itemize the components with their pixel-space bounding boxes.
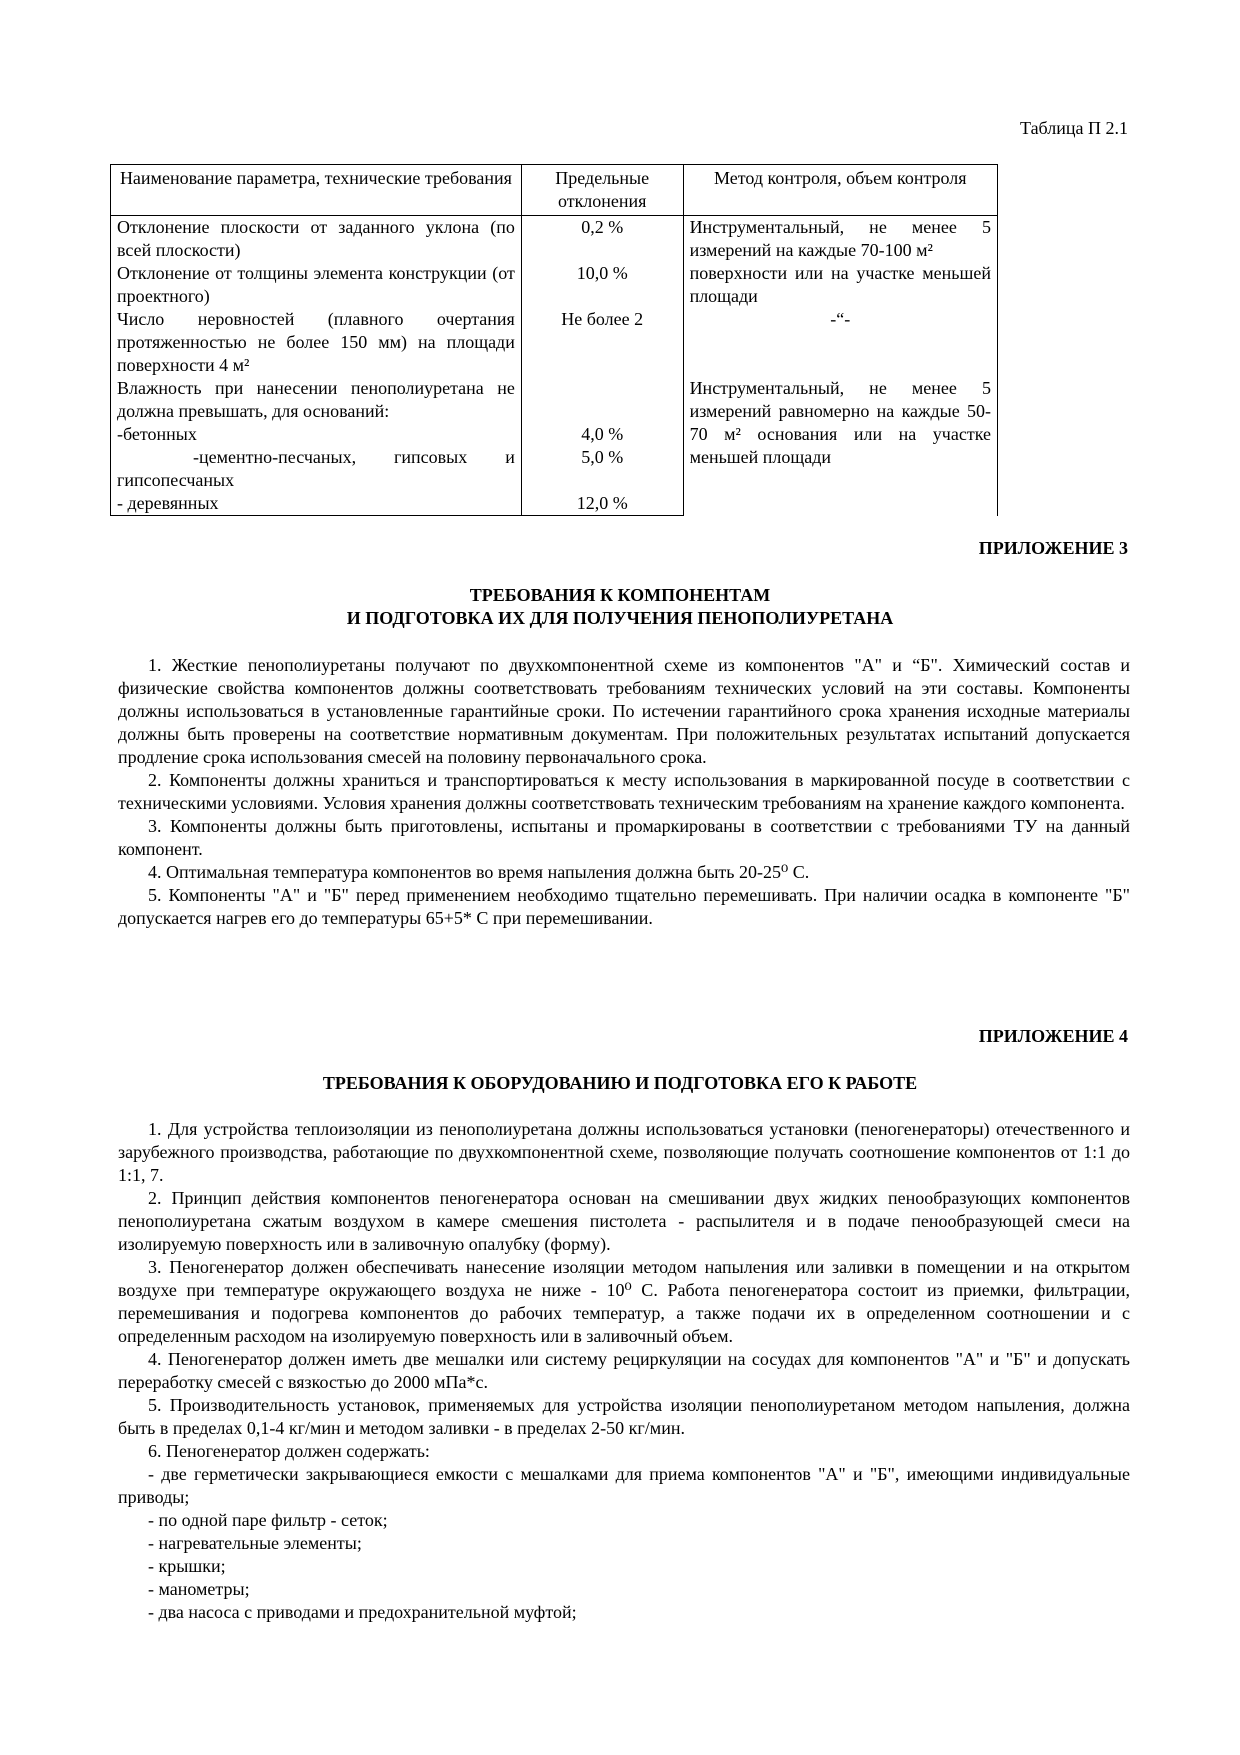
paragraph: 5. Производительность установок, применяемых для устройства изоляции пенополиуретаном методом напыления, должна быть в пределах 0,1-4 кг/мин и методом заливки - в пределах 2-50 кг/мин. bbox=[118, 1395, 1130, 1438]
param-cell: Число неровностей (плавного очертания протяженностью не более 150 мм) на площади поверхности 4 м² bbox=[111, 308, 522, 377]
table-header-row bbox=[111, 165, 998, 216]
appendix4-text bbox=[118, 1118, 1130, 1624]
list-item: - по одной паре фильтр - сеток; bbox=[148, 1510, 388, 1530]
method-cell: Инструментальный, не менее 5 измерений на каждые 70-100 м² bbox=[683, 216, 997, 263]
list-item: - два насоса с приводами и предохранительной муфтой; bbox=[148, 1602, 577, 1622]
table-caption: Таблица П 2.1 bbox=[1020, 118, 1128, 138]
table-row bbox=[111, 377, 998, 423]
param-cell: - деревянных bbox=[111, 492, 522, 516]
limit-cell: 12,0 % bbox=[521, 492, 683, 516]
table-row bbox=[111, 262, 998, 308]
paragraph: 5. Компоненты "А" и "Б" перед применением необходимо тщательно перемешивать. При наличии осадка в компоненте "Б" допускается нагрев его до температуры 65+5* С при перемешивании. bbox=[118, 885, 1130, 928]
appendix4-title: ТРЕБОВАНИЯ К ОБОРУДОВАНИЮ И ПОДГОТОВКА ЕГО К РАБОТЕ bbox=[322, 1073, 918, 1093]
limit-cell: 5,0 % bbox=[521, 446, 683, 492]
paragraph: 3. Пеногенератор должен обеспечивать нанесение изоляции методом напыления или заливки в помещении и на открытом воздухе при температуре окружающего воздуха не ниже - 10⁰ С. Работа пеногенератора состоит из приемки, фильтрации, перемешивания и подогрева компонентов до рабочих температур, а также подачи их в определенном соотношении и с определенным расходом на изолируемую поверхность или в заливочный объем. bbox=[118, 1257, 1130, 1346]
list-item: - нагревательные элементы; bbox=[148, 1533, 362, 1553]
appendix3-title bbox=[110, 584, 1130, 630]
method-cell: -“- bbox=[683, 308, 997, 377]
limit-cell: 10,0 % bbox=[521, 262, 683, 308]
table-row bbox=[111, 308, 998, 377]
paragraph: 6. Пеногенератор должен содержать: bbox=[148, 1441, 430, 1461]
appendix4-label: ПРИЛОЖЕНИЕ 4 bbox=[978, 1026, 1128, 1046]
param-cell: Отклонение от толщины элемента конструкции (от проектного) bbox=[111, 262, 522, 308]
param-text: -цементно-песчаных, гипсовых и гипсопесчаных bbox=[117, 447, 515, 490]
limit-cell: Не более 2 bbox=[521, 308, 683, 377]
appendix3-title-line1: ТРЕБОВАНИЯ К КОМПОНЕНТАМ bbox=[469, 585, 771, 605]
paragraph: 2. Компоненты должны храниться и транспортироваться к месту использования в маркированной посуде в соответствии с техническими условиями. Условия хранения должны соответствовать техническим требованиям на хранение каждого компонента. bbox=[118, 770, 1130, 813]
list-item: - крышки; bbox=[148, 1556, 226, 1576]
spec-table bbox=[110, 164, 998, 516]
param-cell bbox=[111, 446, 522, 492]
param-cell: Отклонение плоскости от заданного уклона (по всей плоскости) bbox=[111, 216, 522, 263]
param-cell: -бетонных bbox=[111, 423, 522, 446]
list-item: - манометры; bbox=[148, 1579, 250, 1599]
paragraph: 2. Принцип действия компонентов пеногенератора основан на смешивании двух жидких пенообразующих компонентов пенополиуретана сжатым воздухом в камере смешения пистолета - распылителя и в подаче пенообразующей смеси на изолируемую поверхность или в заливочную опалубку (форму). bbox=[118, 1188, 1130, 1254]
limit-cell: 4,0 % bbox=[521, 423, 683, 446]
appendix3-title-line2: И ПОДГОТОВКА ИХ ДЛЯ ПОЛУЧЕНИЯ ПЕНОПОЛИУРЕТАНА bbox=[346, 608, 894, 628]
paragraph: 4. Оптимальная температура компонентов во время напыления должна быть 20-25⁰ С. bbox=[148, 862, 810, 882]
appendix3-label: ПРИЛОЖЕНИЕ 3 bbox=[978, 538, 1128, 558]
paragraph: 4. Пеногенератор должен иметь две мешалки или систему рециркуляции на сосудах для компонентов "А" и "Б" и допускать переработку смесей с вязкостью до 2000 мПа*с. bbox=[118, 1349, 1130, 1392]
header-param: Наименование параметра, технические требования bbox=[111, 165, 522, 216]
paragraph: 3. Компоненты должны быть приготовлены, испытаны и промаркированы в соответствии с требованиями ТУ на данный компонент. bbox=[118, 816, 1130, 859]
header-limit: Предельные отклонения bbox=[521, 165, 683, 216]
method-cell: Инструментальный, не менее 5 измерений равномерно на каждые 50-70 м² основания или на участке меньшей площади bbox=[683, 377, 997, 516]
table-row bbox=[111, 216, 998, 263]
paragraph: 1. Для устройства теплоизоляции из пенополиуретана должны использоваться установки (пеногенераторы) отечественного и зарубежного производства, работающие по двухкомпонентной схеме, позволяющие получать соотношение компонентов от 1:1 до 1:1, 7. bbox=[118, 1119, 1130, 1185]
limit-cell: 0,2 % bbox=[521, 216, 683, 263]
limit-cell bbox=[521, 377, 683, 423]
param-cell: Влажность при нанесении пенополиуретана не должна превышать, для оснований: bbox=[111, 377, 522, 423]
appendix3-text bbox=[118, 654, 1130, 930]
header-method: Метод контроля, объем контроля bbox=[683, 165, 997, 216]
method-cell: поверхности или на участке меньшей площади bbox=[683, 262, 997, 308]
paragraph: 1. Жесткие пенополиуретаны получают по двухкомпонентной схеме из компонентов "А" и “Б". Химический состав и физические свойства компонентов должны соответствовать требованиям технических условий на эти составы. Компоненты должны использоваться в установленные гарантийные сроки. По истечении гарантийного срока хранения исходные материалы должны быть проверены на соответствие нормативным документам. При положительных результатах испытаний допускается продление срока использования смесей на половину первоначального срока. bbox=[118, 655, 1130, 767]
list-item: - две герметически закрывающиеся емкости с мешалками для приема компонентов "А" и "Б", имеющими индивидуальные приводы; bbox=[118, 1464, 1130, 1507]
